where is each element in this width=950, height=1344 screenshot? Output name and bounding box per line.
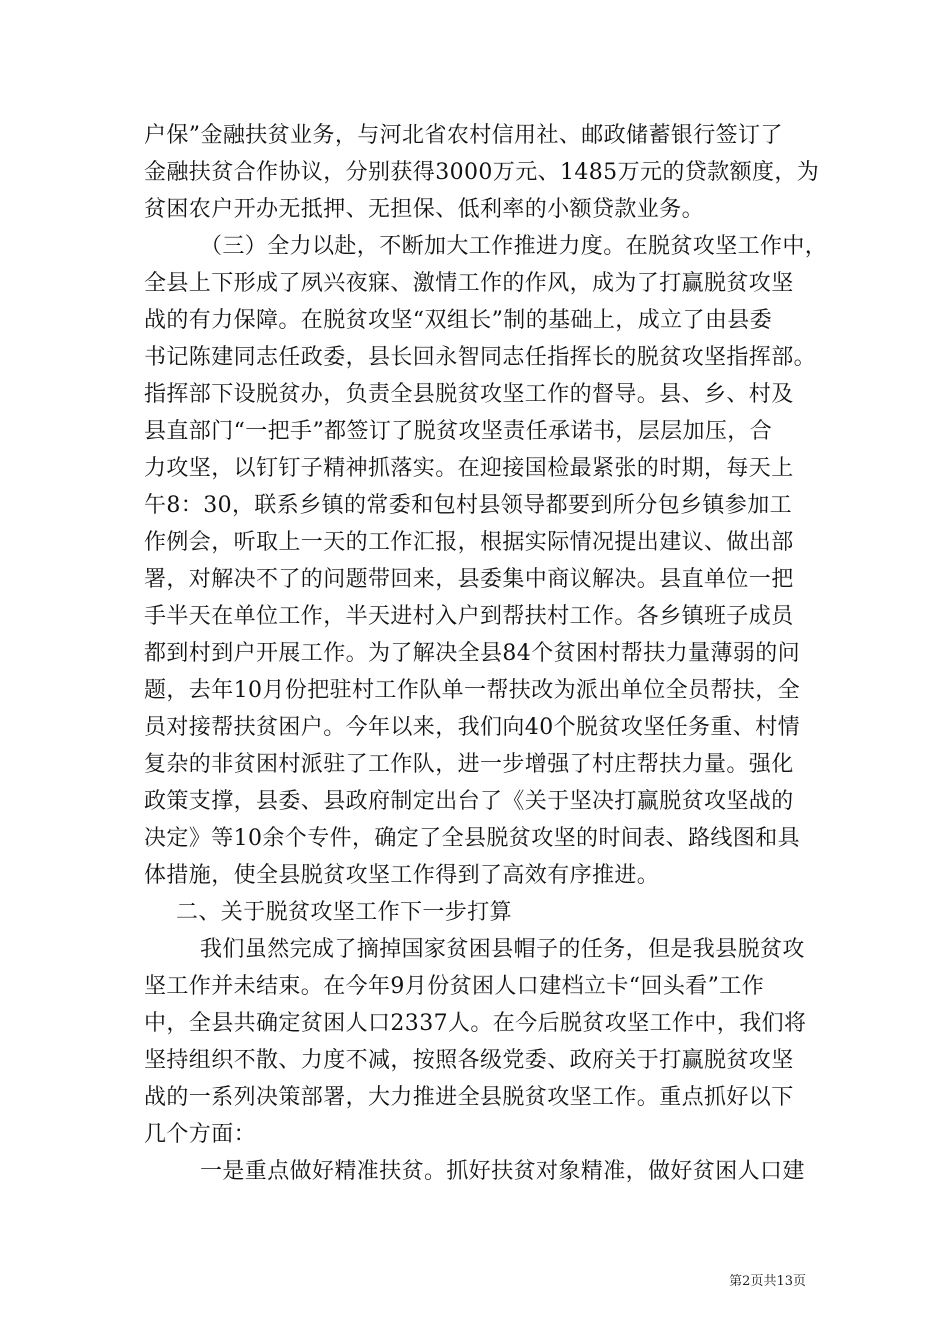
body-line: 坚工作并未结束。在今年9月份贫困人口建档立卡“回头看”工作	[144, 974, 765, 999]
body-line: 战的一系列决策部署，大力推进全县脱贫攻坚工作。重点抓好以下	[144, 1085, 794, 1110]
body-line: 力攻坚，以钉钉子精神抓落实。在迎接国检最紧张的时期，每天上	[144, 456, 794, 481]
body-line: 县直部门“一把手”都签订了脱贫攻坚责任承诺书，层层加压，合	[144, 419, 773, 444]
body-line: 坚持组织不散、力度不减，按照各级党委、政府关于打赢脱贫攻坚	[144, 1048, 794, 1073]
body-line: 午8：30，联系乡镇的常委和包村县领导都要到所分包乡镇参加工	[144, 493, 792, 518]
body-line: 金融扶贫合作协议，分别获得3000万元、1485万元的贷款额度，为	[144, 160, 820, 185]
body-line: （三）全力以赴，不断加大工作推进力度。在脱贫攻坚工作中，	[200, 234, 828, 259]
body-line: 题，去年10月份把驻村工作队单一帮扶改为派出单位全员帮扶，全	[144, 678, 800, 703]
body-line: 书记陈建同志任政委，县长回永智同志任指挥长的脱贫攻坚指挥部。	[144, 345, 817, 370]
body-line: 决定》等10余个专件，确定了全县脱贫攻坚的时间表、路线图和具	[144, 826, 800, 851]
body-line: 手半天在单位工作，半天进村入户到帮扶村工作。各乡镇班子成员	[144, 604, 794, 629]
body-line: 一是重点做好精准扶贫。抓好扶贫对象精准，做好贫困人口建	[200, 1159, 805, 1184]
body-line: 全县上下形成了夙兴夜寐、激情工作的作风，成为了打赢脱贫攻坚	[144, 271, 794, 296]
body-line: 体措施，使全县脱贫攻坚工作得到了高效有序推进。	[144, 863, 660, 888]
body-line: 指挥部下设脱贫办，负责全县脱贫攻坚工作的督导。县、乡、村及	[144, 382, 794, 407]
body-line: 员对接帮扶贫困户。今年以来，我们向40个脱贫攻坚任务重、村情	[144, 715, 800, 740]
body-line: 贫困农户开办无抵押、无担保、低利率的小额贷款业务。	[144, 197, 705, 222]
body-line: 政策支撑，县委、县政府制定出台了《关于坚决打赢脱贫攻坚战的	[144, 789, 794, 814]
body-line: 署，对解决不了的问题带回来，县委集中商议解决。县直单位一把	[144, 567, 794, 592]
body-line: 中，全县共确定贫困人口2337人。在今后脱贫攻坚工作中，我们将	[144, 1011, 807, 1036]
body-line: 作例会，听取上一天的工作汇报，根据实际情况提出建议、做出部	[144, 530, 794, 555]
body-line: 战的有力保障。在脱贫攻坚“双组长”制的基础上，成立了由县委	[144, 308, 773, 333]
body-line: 几个方面：	[144, 1122, 257, 1147]
page-number: 第2页共13页	[729, 1274, 806, 1289]
body-line: 我们虽然完成了摘掉国家贫困县帽子的任务，但是我县脱贫攻	[200, 937, 805, 962]
body-line: 都到村到户开展工作。为了解决全县84个贫困村帮扶力量薄弱的问	[144, 641, 800, 666]
body-line: 户保”金融扶贫业务，与河北省农村信用社、邮政储蓄银行签订了	[144, 123, 783, 148]
section-heading: 二、关于脱贫攻坚工作下一步打算	[176, 900, 513, 925]
body-line: 复杂的非贫困村派驻了工作队，进一步增强了村庄帮扶力量。强化	[144, 752, 794, 777]
